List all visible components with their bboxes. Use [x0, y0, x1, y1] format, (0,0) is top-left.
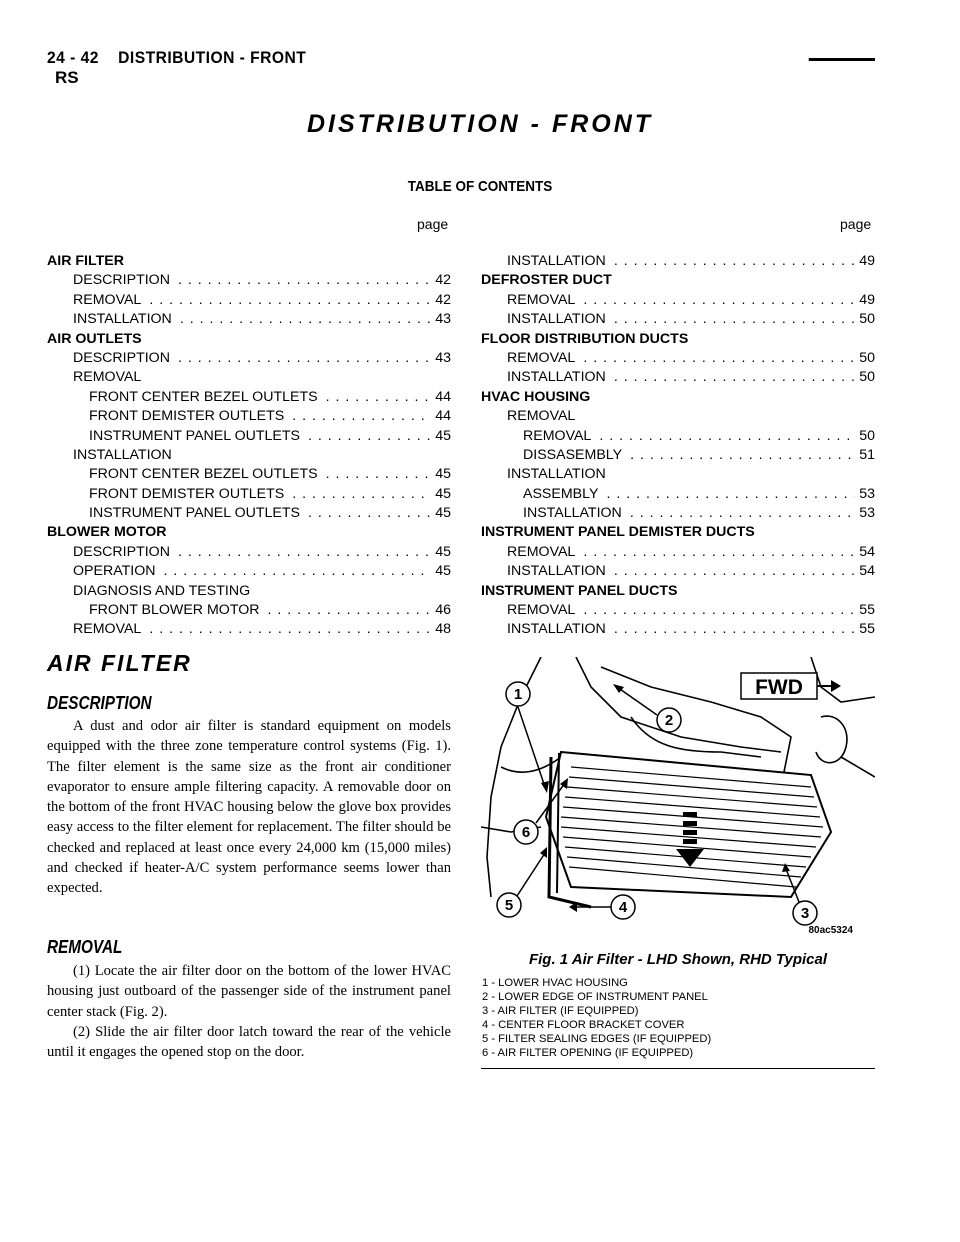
toc-leader-dots — [178, 349, 431, 368]
toc-entry — [47, 388, 451, 407]
toc-entry — [47, 407, 451, 426]
fastener-detail — [816, 716, 847, 763]
toc-entry-page: 44 — [435, 408, 451, 425]
toc-entry-page: 45 — [435, 485, 451, 502]
toc-heading — [481, 271, 875, 290]
toc-entry — [481, 252, 875, 271]
toc-leader-dots — [308, 504, 431, 523]
toc-entry-page: 42 — [435, 291, 451, 308]
toc-entry-label: REMOVAL — [73, 621, 142, 638]
toc-page-label-left: page — [417, 216, 449, 232]
toc-entry — [47, 446, 451, 465]
toc-entry-label: INSTALLATION — [507, 466, 606, 483]
toc-entry-page: 48 — [435, 621, 451, 638]
toc-entry-label: AIR FILTER — [47, 253, 124, 269]
toc-entry-label: INSTRUMENT PANEL OUTLETS — [89, 427, 301, 444]
page-title: DISTRIBUTION - FRONT — [306, 110, 654, 138]
toc-leader-dots — [583, 291, 855, 310]
svg-text:6: 6 — [521, 824, 531, 841]
toc-heading — [47, 330, 451, 349]
toc-entry — [481, 504, 875, 523]
instrument-panel-edge — [576, 657, 781, 752]
toc-entry-label: REMOVAL — [507, 349, 576, 366]
right-edge-line — [841, 757, 875, 777]
toc-leader-dots — [149, 620, 431, 639]
toc-entry-page: 55 — [859, 621, 875, 638]
toc-column-right — [481, 252, 875, 640]
toc-entry-label: ASSEMBLY — [523, 485, 599, 502]
toc-entry-page: 43 — [435, 349, 451, 366]
toc-entry-page: 51 — [859, 446, 875, 463]
toc-leader-dots — [308, 427, 431, 446]
toc-entry — [481, 291, 875, 310]
fwd-indicator — [741, 673, 841, 699]
toc-entry-label: HVAC HOUSING — [481, 388, 591, 405]
toc-entry-label: INSTALLATION — [523, 505, 622, 522]
toc-entry-label: FRONT CENTER BEZEL OUTLETS — [89, 466, 318, 483]
toc-entry-page: 55 — [859, 602, 875, 619]
toc-heading — [47, 523, 451, 542]
legend-item: 1 - LOWER HVAC HOUSING — [482, 977, 628, 989]
toc-entry-label: FRONT BLOWER MOTOR — [89, 602, 260, 619]
toc-entry-label: INSTALLATION — [507, 621, 606, 638]
air-filter-illustration — [481, 657, 875, 939]
housing-curve — [631, 717, 761, 757]
toc-leader-dots — [614, 310, 855, 329]
toc-title: TABLE OF CONTENTS — [407, 178, 553, 195]
air-filter-element — [546, 752, 831, 907]
description-paragraph: A dust and odor air filter is standard equipment on models equipped with the three zone temperature control systems (Fig. 1). The filter element is the same size as the front air conditioner evaporator to ensure ample filtering capacity. A removable door on the bottom of the front HVAC housing below the glove box provides easy access to the filter element for replacement. The filter should be checked and replaced at least once every 24,000 km (15,000 miles) and checked if heater-A/C system performance seems lower than expected. — [47, 718, 451, 897]
callout-5 — [497, 847, 547, 917]
removal-step-2: (2) Slide the air filter door latch toward the rear of the vehicle until it engages the opened stop on the door. — [47, 1023, 451, 1061]
toc-entry — [47, 485, 451, 504]
toc-heading — [481, 582, 875, 601]
toc-entry-label: INSTALLATION — [507, 253, 606, 269]
legend-item: 6 - AIR FILTER OPENING (IF EQUIPPED) — [482, 1046, 694, 1059]
svg-text:4: 4 — [618, 899, 628, 916]
toc-leader-dots — [326, 388, 432, 407]
toc-entry — [481, 620, 875, 639]
toc-leader-dots — [630, 504, 855, 523]
toc-entry-label: DESCRIPTION — [73, 349, 170, 366]
toc-leader-dots — [178, 543, 431, 562]
toc-column-left — [47, 252, 451, 640]
header-section-label: 24 - 42 DISTRIBUTION - FRONT — [47, 48, 809, 68]
toc-entry — [481, 485, 875, 504]
toc-entry-label: FLOOR DISTRIBUTION DUCTS — [481, 330, 689, 347]
removal-step-1: (1) Locate the air filter door on the bottom of the lower HVAC housing just outboard of the passenger side of the instrument panel center stack (Fig. 2). — [47, 963, 451, 1020]
legend-item: 2 - LOWER EDGE OF INSTRUMENT PANEL — [482, 990, 708, 1003]
toc-entry-label: AIR OUTLETS — [47, 330, 142, 347]
toc-entry — [47, 543, 451, 562]
legend-item: 5 - FILTER SEALING EDGES (IF EQUIPPED) — [482, 1032, 712, 1045]
toc-entry-page: 44 — [435, 388, 451, 405]
toc-entry — [47, 504, 451, 523]
figure-caption: Fig. 1 Air Filter - LHD Shown, RHD Typical — [528, 951, 828, 968]
page-header — [47, 48, 875, 87]
toc-leader-dots — [614, 562, 855, 581]
toc-entry-page: 54 — [859, 563, 875, 580]
toc-entry-label: FRONT DEMISTER OUTLETS — [89, 485, 285, 502]
toc-leader-dots — [149, 291, 431, 310]
toc-leader-dots — [606, 485, 855, 504]
svg-text:2: 2 — [664, 712, 674, 729]
figure-bottom-rule — [481, 1068, 875, 1069]
toc-entry-page: 42 — [435, 272, 451, 289]
toc-entry-page: 50 — [859, 427, 875, 444]
toc-entry-label: DESCRIPTION — [73, 272, 170, 289]
toc-leader-dots — [614, 620, 855, 639]
toc-leader-dots — [599, 427, 855, 446]
toc-leader-dots — [164, 562, 432, 581]
fwd-label: FWD — [755, 676, 803, 699]
toc-entry-label: INSTRUMENT PANEL DEMISTER DUCTS — [481, 524, 755, 541]
toc-entry-label: INSTALLATION — [73, 446, 172, 463]
toc-entry-page: 54 — [859, 543, 875, 560]
toc-entry — [481, 465, 875, 484]
toc-entry-page: 53 — [859, 505, 875, 522]
toc-entry-label: REMOVAL — [523, 427, 592, 444]
toc-entry — [47, 620, 451, 639]
description-body — [47, 716, 451, 899]
toc-entry-page: 45 — [435, 543, 451, 560]
toc-entry — [481, 349, 875, 368]
callout-4 — [569, 895, 635, 919]
svg-text:5: 5 — [504, 897, 514, 914]
toc-heading — [481, 523, 875, 542]
toc-entry-page: 49 — [859, 291, 875, 308]
toc-entry — [481, 562, 875, 581]
toc-leader-dots — [583, 349, 855, 368]
toc-entry — [47, 349, 451, 368]
toc-entry-page: 50 — [859, 311, 875, 328]
toc-entry-page: 46 — [435, 602, 451, 619]
toc-entry-label: REMOVAL — [73, 369, 142, 386]
toc-entry-page: 49 — [859, 253, 875, 269]
toc-entry-label: INSTRUMENT PANEL DUCTS — [481, 582, 678, 599]
figure-legend — [482, 977, 711, 1060]
toc-page-label-right: page — [840, 216, 872, 232]
toc-entry — [481, 310, 875, 329]
header-model-code: RS — [47, 68, 875, 88]
toc-entry-label: REMOVAL — [507, 543, 576, 560]
toc-entry — [481, 368, 875, 387]
toc-entry — [47, 582, 451, 601]
toc-leader-dots — [630, 446, 855, 465]
toc-entry — [481, 407, 875, 426]
toc-entry-page: 45 — [435, 563, 451, 580]
toc-entry — [47, 465, 451, 484]
toc-entry — [47, 310, 451, 329]
toc-entry-label: BLOWER MOTOR — [47, 524, 167, 541]
removal-body — [47, 961, 451, 1062]
legend-item: 3 - AIR FILTER (IF EQUIPPED) — [482, 1004, 639, 1017]
toc-entry-label: REMOVAL — [507, 408, 576, 425]
description-heading: DESCRIPTION — [47, 693, 152, 713]
toc-entry-label: INSTALLATION — [507, 311, 606, 328]
toc-leader-dots — [178, 271, 431, 290]
svg-text:3: 3 — [800, 905, 810, 922]
toc-entry-label: INSTALLATION — [507, 563, 606, 580]
toc-entry — [47, 562, 451, 581]
toc-entry — [47, 271, 451, 290]
toc-entry — [481, 446, 875, 465]
fwd-bracket-line — [811, 657, 875, 702]
air-filter-figure — [481, 657, 875, 939]
toc-entry — [481, 601, 875, 620]
toc-leader-dots — [180, 310, 431, 329]
toc-entry — [47, 427, 451, 446]
removal-heading: REMOVAL — [47, 937, 123, 957]
callout-1 — [506, 682, 549, 793]
section-title: AIR FILTER — [47, 650, 192, 676]
toc-entry-label: DIAGNOSIS AND TESTING — [73, 582, 251, 599]
toc-entry-label: DISSASEMBLY — [523, 446, 623, 463]
toc-heading — [481, 330, 875, 349]
toc-leader-dots — [326, 465, 432, 484]
toc-entry-label: INSTALLATION — [73, 311, 172, 328]
toc-entry-label: INSTALLATION — [507, 369, 606, 386]
toc-leader-dots — [292, 485, 431, 504]
toc-leader-dots — [268, 601, 432, 620]
toc-entry-page: 45 — [435, 505, 451, 522]
toc-entry-page: 50 — [859, 369, 875, 386]
toc-entry-page: 43 — [435, 311, 451, 328]
figure-code: 80ac5324 — [808, 925, 853, 936]
svg-text:1: 1 — [513, 686, 523, 703]
toc-entry — [47, 291, 451, 310]
toc-entry-page: 50 — [859, 349, 875, 366]
toc-heading — [481, 388, 875, 407]
toc-entry — [47, 601, 451, 620]
toc-entry-label: FRONT DEMISTER OUTLETS — [89, 408, 285, 425]
toc-entry-label: REMOVAL — [507, 602, 576, 619]
toc-leader-dots — [614, 252, 855, 271]
toc-entry-label: FRONT CENTER BEZEL OUTLETS — [89, 388, 318, 405]
toc-entry-label: REMOVAL — [507, 291, 576, 308]
toc-entry-label: INSTRUMENT PANEL OUTLETS — [89, 505, 301, 522]
toc-entry-page: 45 — [435, 427, 451, 444]
toc-entry-page: 53 — [859, 485, 875, 502]
toc-entry-label: REMOVAL — [73, 291, 142, 308]
toc-leader-dots — [292, 407, 431, 426]
toc-entry — [481, 543, 875, 562]
toc-entry-page: 45 — [435, 466, 451, 483]
toc-entry-label: DESCRIPTION — [73, 543, 170, 560]
toc-leader-dots — [583, 543, 855, 562]
legend-item: 4 - CENTER FLOOR BRACKET COVER — [482, 1018, 685, 1031]
toc-leader-dots — [583, 601, 855, 620]
toc-leader-dots — [614, 368, 855, 387]
toc-heading — [47, 252, 451, 271]
toc-entry-label: DEFROSTER DUCT — [481, 272, 612, 289]
toc-entry-label: OPERATION — [73, 563, 156, 580]
toc-entry — [481, 427, 875, 446]
toc-entry — [47, 368, 451, 387]
